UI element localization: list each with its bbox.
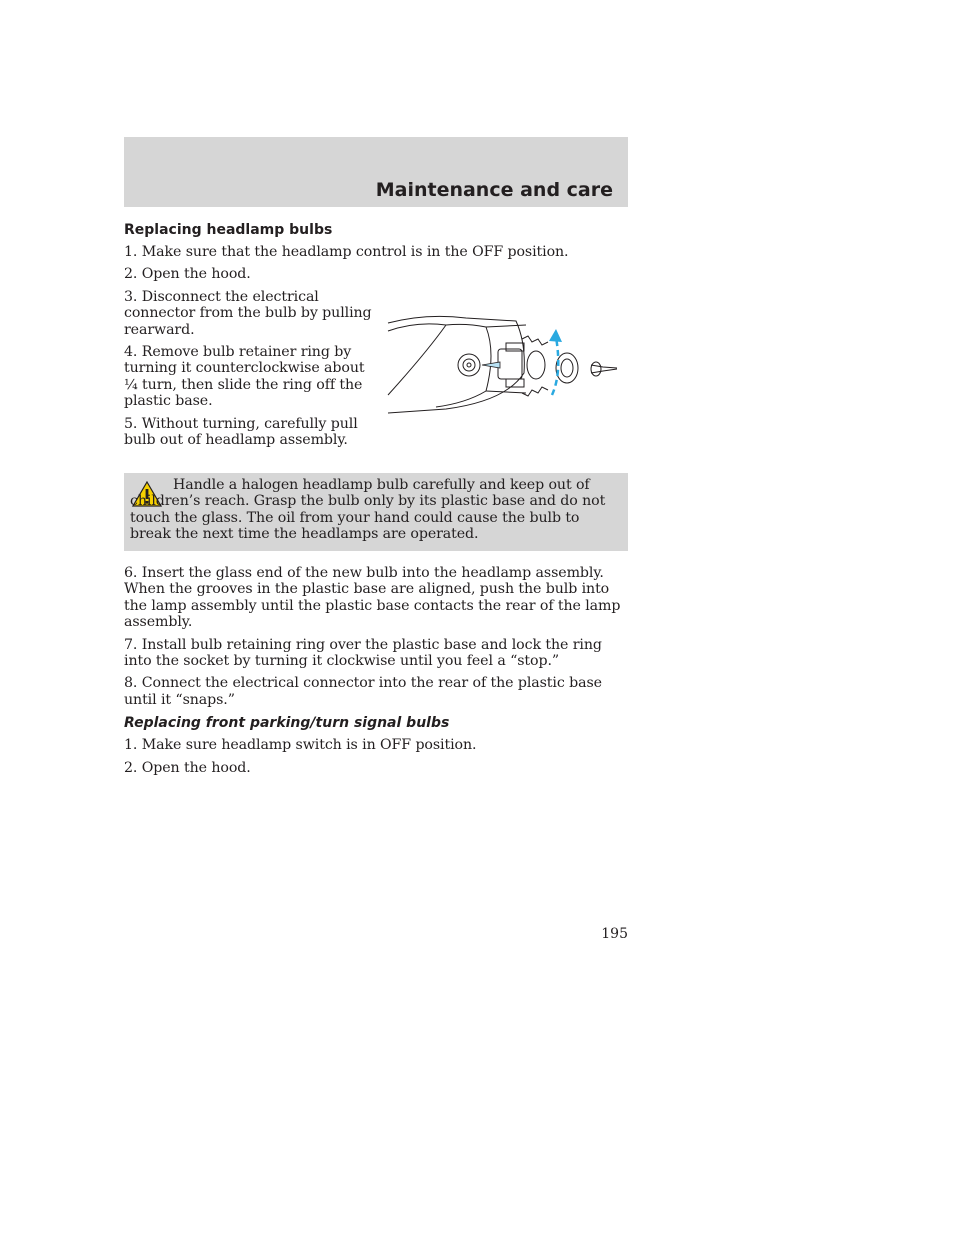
step-1: 1. Make sure that the headlamp control is in the OFF position. bbox=[124, 244, 569, 260]
step-3: 3. Disconnect the electrical connector from the bulb by pulling rearward. bbox=[124, 288, 372, 338]
step-6: 6. Insert the glass end of the new bulb into the headlamp assembly. When the grooves in the plastic base are aligned, push the bulb into the lamp assembly until the plastic base contacts the rear of the lamp assembly. bbox=[124, 565, 621, 631]
parking-step-2: 2. Open the hood. bbox=[124, 759, 251, 776]
step-7: 7. Install bulb retaining ring over the plastic base and lock the ring into the socket by turning it clockwise until you feel a “stop.” bbox=[124, 636, 602, 670]
parking-step-1: 1. Make sure headlamp switch is in OFF position. bbox=[124, 737, 477, 754]
page-title: Maintenance and care bbox=[375, 179, 613, 201]
headlamp-bulb-diagram bbox=[386, 313, 626, 423]
header-band bbox=[124, 137, 628, 207]
warning-text: Handle a halogen headlamp bulb carefully and keep out of children’s reach. Grasp the bulb only by its plastic base and do not touch the glass. The oil from your hand could cause the bulb to break the next time the headlamps are operated. bbox=[130, 477, 606, 543]
section-heading-parking: Replacing front parking/turn signal bulbs bbox=[124, 715, 450, 732]
page-number: 195 bbox=[601, 926, 628, 942]
section-heading: Replacing headlamp bulbs bbox=[124, 222, 333, 238]
section-headlamp-continued bbox=[124, 565, 628, 776]
step-8: 8. Connect the electrical connector into the rear of the plastic base until it “snaps.” bbox=[124, 675, 602, 708]
step-4: 4. Remove bulb retainer ring by turning it counterclockwise about ¼ turn, then slide the ring off the plastic base. bbox=[124, 344, 365, 410]
step-5: 5. Without turning, carefully pull bulb out of headlamp assembly. bbox=[124, 415, 358, 449]
step-2: 2. Open the hood. bbox=[124, 266, 251, 283]
warning-box bbox=[124, 473, 628, 551]
